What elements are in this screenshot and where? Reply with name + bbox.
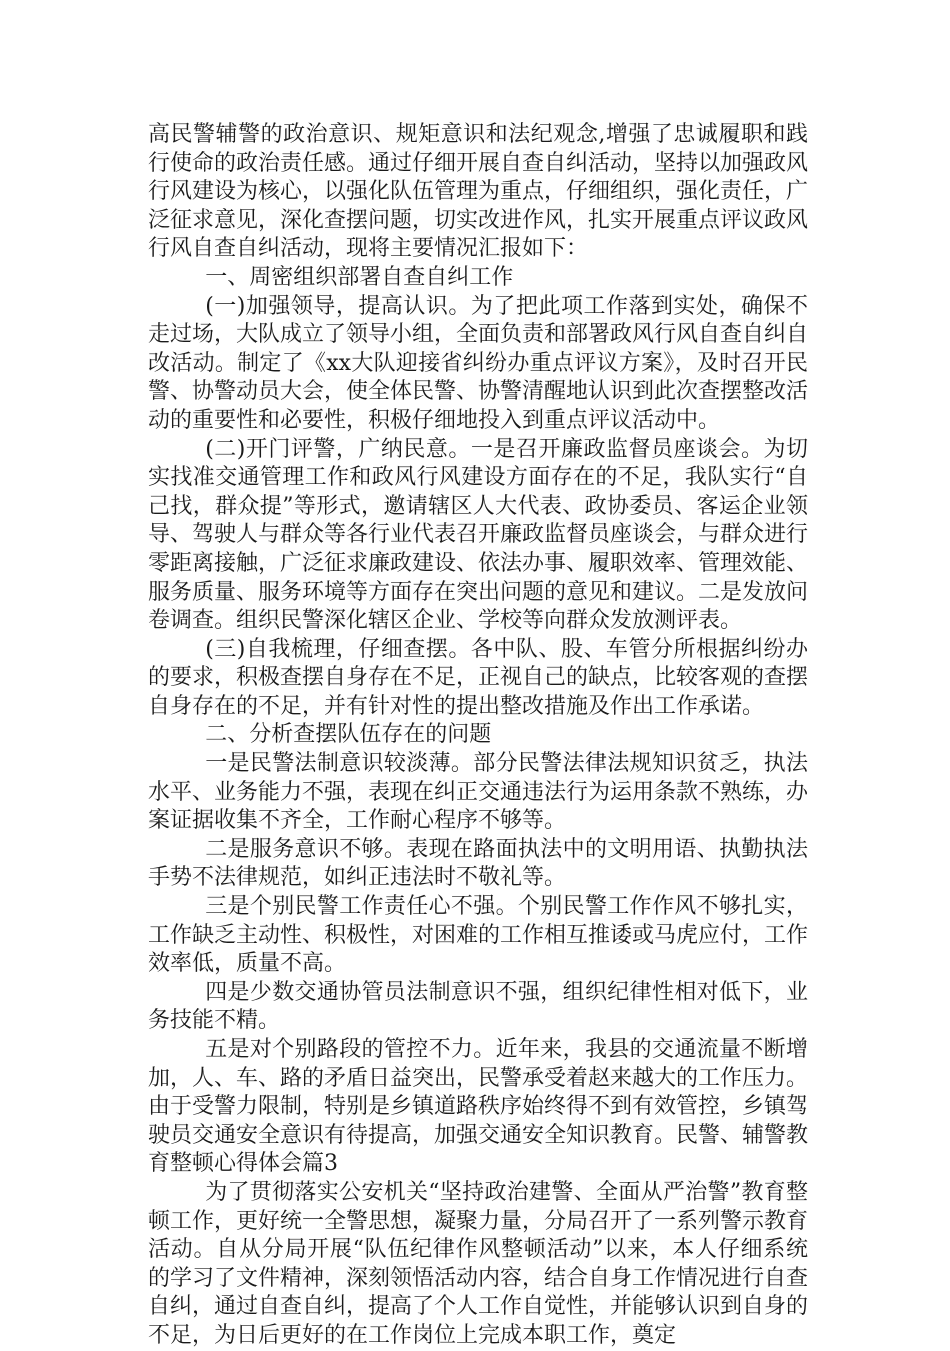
section-heading-2: 二、分析查摆队伍存在的问题	[205, 722, 492, 748]
section-heading-1: 一、周密组织部署自查自纠工作	[205, 264, 514, 290]
paragraph-problem-3: 三是个别民警工作责任心不强。个别民警工作作风不够扎实，工作缺乏主动性、积极性，对困难的工作相互推诿或马虎应付，工作效率低，质量不高。	[148, 894, 809, 977]
paragraph-open-evaluation: (二)开门评警，广纳民意。一是召开廉政监督员座谈会。为切实找准交通管理工作和政风行风建设方面存在的不足，我队实行“自己找，群众提”等形式，邀请辖区人大代表、政协委员、客运企业领导、驾驶人与群众等各行业代表召开廉政监督员座谈会，与群众进行零距离接触，广泛征求廉政建设、依法办事、履职效率、管理效能、服务质量、服务环境等方面存在突出问题的意见和建议。二是发放问卷调查。组织民警深化辖区企业、学校等向群众发放测评表。	[148, 436, 809, 634]
paragraph-part-3-intro: 为了贯彻落实公安机关“坚持政治建警、全面从严治警”教育整顿工作，更好统一全警思想，凝聚力量，分局召开了一系列警示教育活动。自从分局开展“队伍纪律作风整顿活动”以来，本人仔细系统的学习了文件精神，深刻领悟活动内容，结合自身工作情况进行自查自纠，通过自查自纠，提高了个人工作自觉性，并能够认识到自身的不足，为日后更好的在工作岗位上完成本职工作，奠定	[148, 1179, 809, 1348]
paragraph-problem-4: 四是少数交通协管员法制意识不强，组织纪律性相对低下，业务技能不精。	[148, 979, 808, 1034]
paragraph-self-review: (三)自我梳理，仔细查摆。各中队、股、车管分所根据纠纷办的要求，积极查摆自身存在不足，正视自己的缺点，比较客观的查摆自身存在的不足，并有针对性的提出整改措施及作出工作承诺。	[148, 636, 809, 719]
document-body	[148, 121, 808, 1351]
paragraph-intro-continuation: 高民警辅警的政治意识、规矩意识和法纪观念,增强了忠诚履职和践行使命的政治责任感。通过仔细开展自查自纠活动，坚持以加强政风行风建设为核心，以强化队伍管理为重点，仔细组织，强化责任，广泛征求意见，深化查摆问题，切实改进作风，扎实开展重点评议政风行风自查自纠活动，现将主要情况汇报如下：	[148, 122, 809, 262]
paragraph-problem-1: 一是民警法制意识较淡薄。部分民警法律法规知识贫乏，执法水平、业务能力不强，表现在纠正交通违法行为运用条款不熟练，办案证据收集不齐全，工作耐心程序不够等。	[148, 751, 809, 834]
paragraph-problem-2: 二是服务意识不够。表现在路面执法中的文明用语、执勤执法手势不法律规范，如纠正违法时不敬礼等。	[148, 836, 808, 891]
paragraph-problem-5: 五是对个别路段的管控不力。近年来，我县的交通流量不断增加，人、车、路的矛盾日益突出，民警承受着赵来越大的工作压力。由于受警力限制，特别是乡镇道路秩序始终得不到有效管控，乡镇驾驶员交通安全意识有待提高，加强交通安全知识教育。民警、辅警教育整顿心得体会篇3	[148, 1037, 809, 1177]
paragraph-strengthen-leadership: (一)加强领导，提高认识。为了把此项工作落到实处，确保不走过场，大队成立了领导小组，全面负责和部署政风行风自查自纠自改活动。制定了《xx大队迎接省纠纷办重点评议方案》，及时召开民警、协警动员大会，使全体民警、协警清醒地认识到此次查摆整改活动的重要性和必要性，积极仔细地投入到重点评议活动中。	[148, 293, 809, 433]
